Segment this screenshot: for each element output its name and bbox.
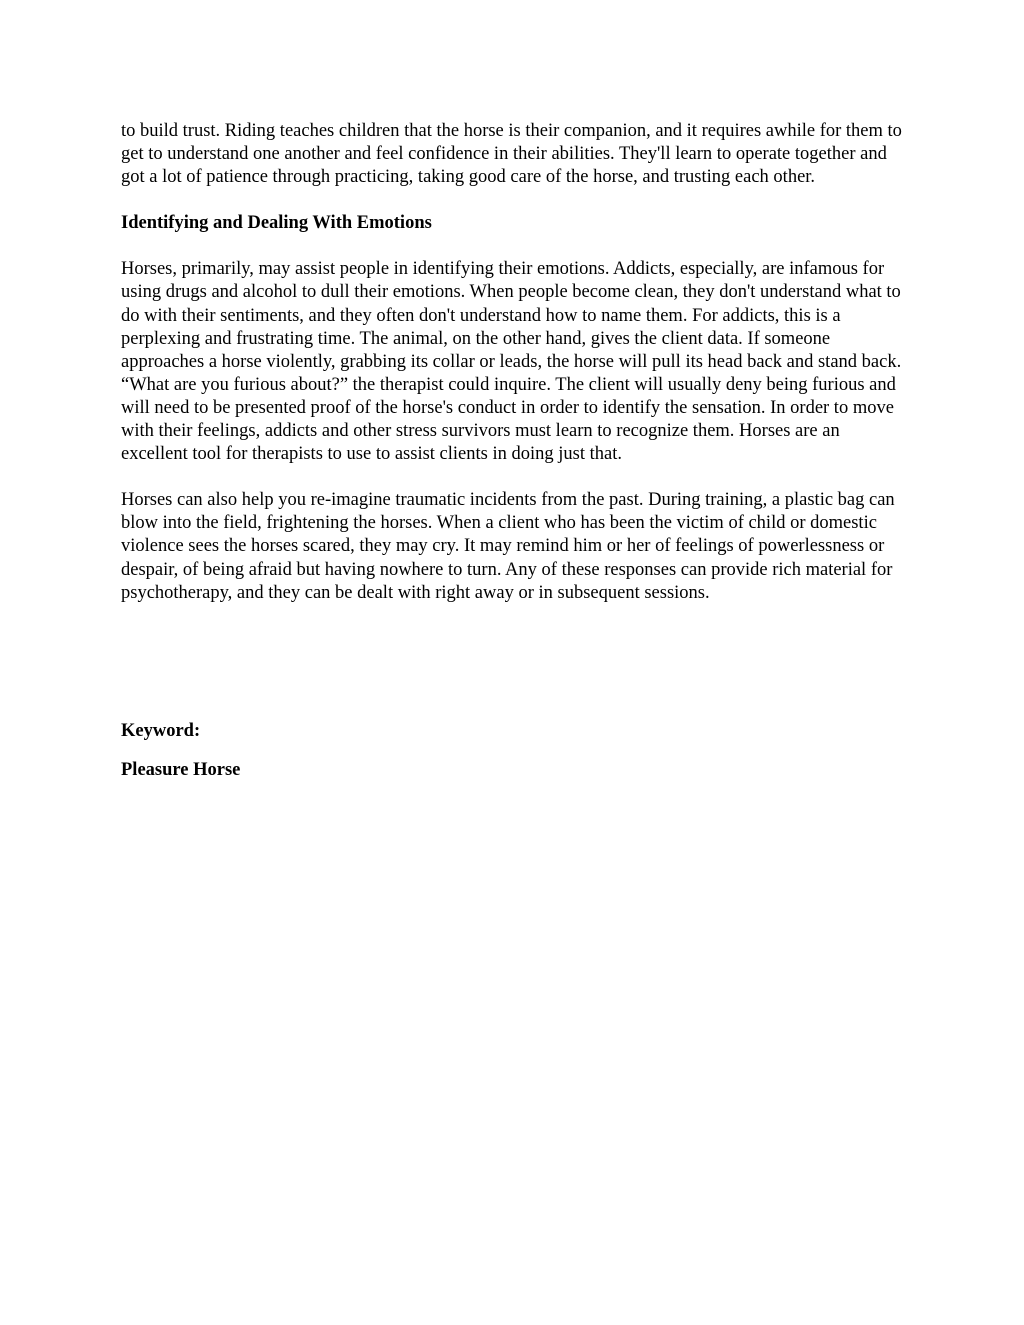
section-heading: Identifying and Dealing With Emotions [121,213,432,234]
keyword-value: Pleasure Horse [121,759,241,780]
body-paragraph: to build trust. Riding teaches children that the horse is their companion, and it requires awhile for them to get to understand one another and feel confidence in their abilities. They'll learn to operate together and got a lot of patience through practicing, taking good care of the horse, and trusting each other. [121,121,902,188]
body-paragraph: Horses, primarily, may assist people in identifying their emotions. Addicts, especially, are infamous for using drugs and alcohol to dull their emotions. When people become clean, they don't understand what to do with their sentiments, and they often don't understand how to name them. For addicts, this is a perplexing and frustrating time. The animal, on the other hand, gives the client data. If someone approaches a horse violently, grabbing its collar or leads, the horse will pull its head back and stand back. “What are you furious about?” the therapist could inquire. The client will usually deny being furious and will need to be presented proof of the horse's conduct in order to identify the sensation. In order to move with their feelings, addicts and other stress survivors must learn to recognize them. Horses are an excellent tool for therapists to use to assist clients in doing just that. [121,259,902,465]
body-paragraph: Horses can also help you re-imagine traumatic incidents from the past. During training, a plastic bag can blow into the field, frightening the horses. When a client who has been the victim of child or domestic violence sees the horses scared, they may cry. It may remind him or her of feelings of powerlessness or despair, of being afraid but having nowhere to turn. Any of these responses can provide rich material for psychotherapy, and they can be dealt with right away or in subsequent sessions. [121,490,895,603]
document-body [121,120,906,782]
keyword-label: Keyword: [121,720,201,741]
